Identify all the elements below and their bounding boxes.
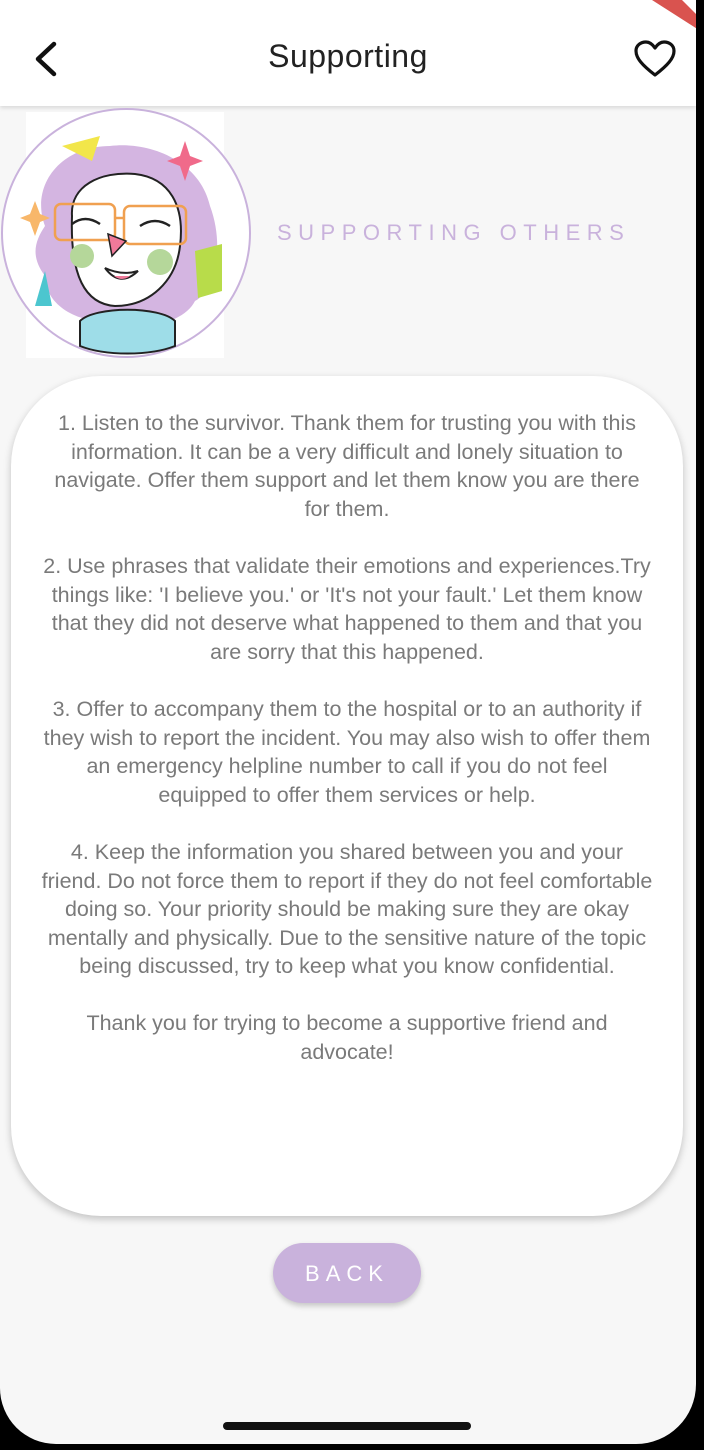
page-title: Supporting: [268, 38, 428, 74]
tip-paragraph-3: 3. Offer to accompany them to the hospital or to an authority if they wish to report the incident. You may also wish to offer them an emergency helpline number to call if you do not feel equipped to offer them services or help.: [43, 696, 651, 807]
debug-banner: [642, 0, 696, 32]
info-card: [11, 376, 683, 1216]
avatar-illustration: [0, 106, 252, 360]
card-text: [41, 409, 653, 1095]
tip-paragraph-1: 1. Listen to the survivor. Thank them for trusting you with this information. It can be a very difficult and lonely situation to navigate. Offer them support and let them know you are there for them.: [54, 411, 640, 521]
closing-paragraph: Thank you for trying to become a supportive friend and advocate!: [86, 1011, 608, 1065]
app-bar: [0, 0, 696, 106]
section-title: SUPPORTING OTHERS: [277, 220, 631, 245]
tip-paragraph-4: 4. Keep the information you shared between you and your friend. Do not force them to report if they do not feel comfortable doing so. Your priority should be making sure they are okay mentally and physically. Due to the sensitive nature of the topic being discussed, try to keep what you know confidential.: [41, 839, 653, 979]
back-button[interactable]: BACK: [273, 1243, 421, 1303]
home-indicator: [223, 1422, 471, 1430]
tip-paragraph-2: 2. Use phrases that validate their emotions and experiences.Try things like: 'I believe you.' or 'It's not your fault.' Let them know that they did not deserve what happened to them and that you are sorry that this happened.: [43, 553, 651, 664]
heart-outline-icon[interactable]: [634, 40, 676, 78]
